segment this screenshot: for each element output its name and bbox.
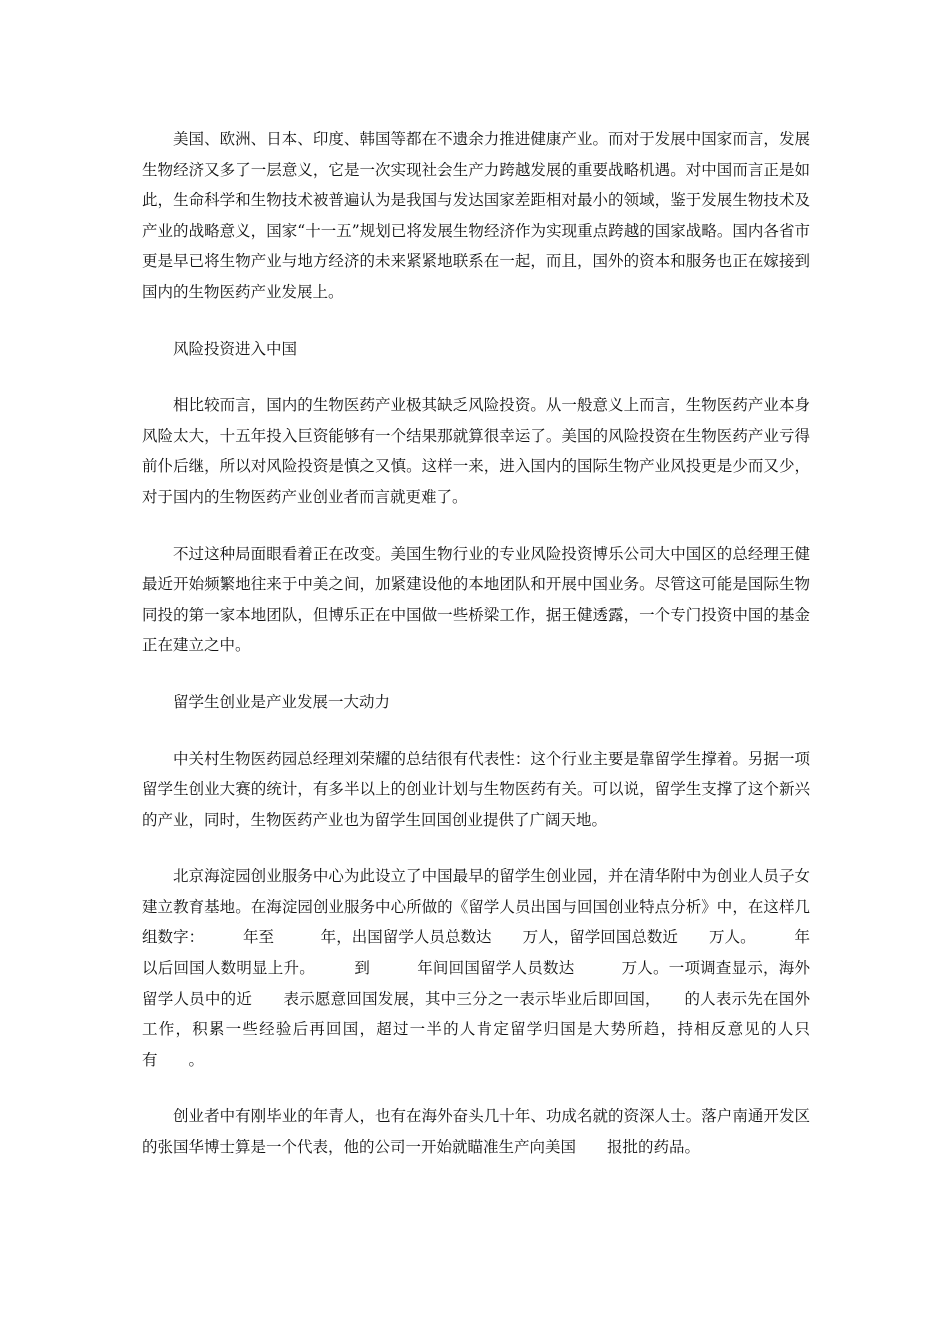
paragraph-zhongguancun: 中关村生物医药园总经理刘荣耀的总结很有代表性：这个行业主要是靠留学生撑着。另据一项留学生创业大赛的统计，有多半以上的创业计划与生物医药有关。可以说，留学生支撑了这个新兴的产业，同时，生物医药产业也为留学生回国创业提供了广阔天地。 [142, 749, 810, 829]
section-heading-venture-capital: 风险投资进入中国 [173, 339, 298, 358]
paragraph-entrepreneurs: 创业者中有刚毕业的年青人，也有在海外奋头几十年、功成名就的资深人士。落户南通开发区的张国华博士算是一个代表，他的公司一开始就瞄准生产向美国 报批的药品。 [142, 1107, 810, 1157]
paragraph-venture-lack: 相比较而言，国内的生物医药产业极其缺乏风险投资。从一般意义上而言，生物医药产业本身风险太大，十五年投入巨资能够有一个结果那就算很幸运了。美国的风险投资在生物医药产业亏得前仆后继，所以对风险投资是慎之又慎。这样一来，进入国内的国际生物产业风投更是少而又少，对于国内的生物医药产业创业者而言就更难了。 [142, 396, 810, 506]
paragraph-situation-change: 不过这种局面眼看着正在改变。美国生物行业的专业风险投资博乐公司大中国区的总经理王健最近开始频繁地往来于中美之间，加紧建设他的本地团队和开展中国业务。尽管这可能是国际生物同投的第一家本地团队，但博乐正在中国做一些桥梁工作，据王健透露，一个专门投资中国的基金正在建立之中。 [142, 544, 810, 655]
document-body [142, 124, 810, 1189]
paragraph-haidian-park: 北京海淀园创业服务中心为此设立了中国最早的留学生创业园，并在清华附中为创业人员子女建立教育基地。在海淀园创业服务中心所做的《留学人员出国与回国创业特点分析》中，在这样几组数字： 年至 年，出国留学人员总数达 万人，留学回国总数近 万人。 年以后回国人数明显上升。 到 年间回国留学人员数达 万人。一项调查显示，海外留学人员中的近 表示愿意回国发展，其中三分之一表示毕业后即回国， 的人表示先在国外工作，积累一些经验后再回国，超过一半的人肯定留学归国是大势所趋，持相反意见的人只有 。 [142, 867, 810, 1069]
section-heading-returnee-entrepreneurs: 留学生创业是产业发展一大动力 [173, 692, 391, 711]
paragraph-health-industry: 美国、欧洲、日本、印度、韩国等都在不遗余力推进健康产业。而对于发展中国家而言，发展生物经济又多了一层意义，它是一次实现社会生产力跨越发展的重要战略机遇。对中国而言正是如此，生命科学和生物技术被普遍认为是我国与发达国家差距相对最小的领域，鉴于发展生物技术及产业的战略意义，国家“十一五”规划已将发展生物经济作为实现重点跨越的国家战略。国内各省市更是早已将生物产业与地方经济的未来紧紧地联系在一起，而且，国外的资本和服务也正在嫁接到国内的生物医药产业发展上。 [142, 130, 810, 301]
